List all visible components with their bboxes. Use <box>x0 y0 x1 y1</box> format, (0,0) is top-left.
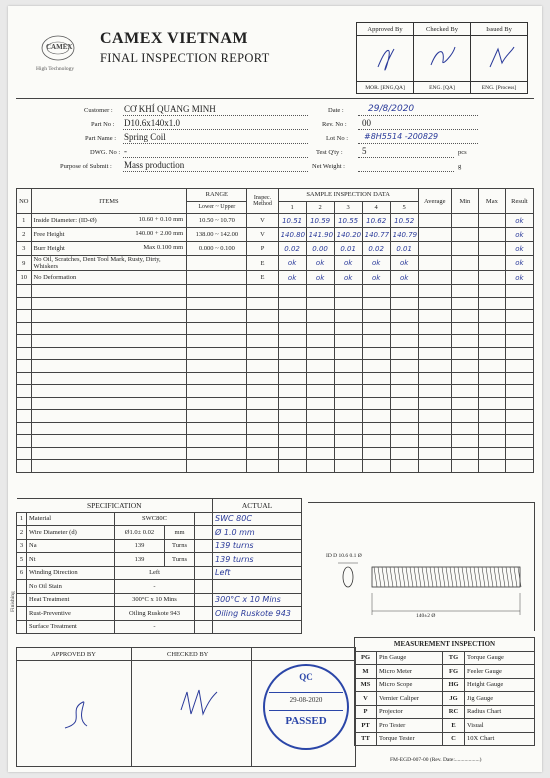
spec-actual: 139 turns <box>213 553 302 567</box>
spec-no <box>17 620 27 634</box>
empty-row <box>17 435 534 448</box>
spec-no: 6 <box>17 566 27 580</box>
empty-row <box>17 335 534 348</box>
signoff-checked-signature <box>173 680 223 730</box>
spec-actual: 139 turns <box>213 539 302 553</box>
measurement-row <box>355 678 535 692</box>
measurement-tool: Visual <box>465 719 535 733</box>
measurement-tool: Vernier Caliper <box>377 692 443 706</box>
row-item: Burr Height Max 0.100 mm <box>31 242 187 256</box>
id-dimension-label: ID D 10.6 0.1 Ø <box>326 553 362 559</box>
row-method: V <box>247 228 278 242</box>
spec-no: 3 <box>17 539 27 553</box>
stamp-qc: QC <box>299 672 313 682</box>
length-dimension-label: 140±2 Ø <box>416 613 436 619</box>
spec-unit: mm <box>165 526 195 540</box>
col-max: Max <box>478 189 505 214</box>
spec-row <box>17 553 302 567</box>
purpose-label: Purpose of Submit : <box>60 163 112 170</box>
spec-label: Surface Treatment <box>27 620 115 634</box>
signoff-approved-label: APPROVED BY <box>51 651 96 658</box>
spec-blank <box>195 580 213 594</box>
row-method: V <box>247 214 278 228</box>
col-sample-2: 2 <box>306 201 334 214</box>
measurement-tool: 10X Chart <box>465 732 535 746</box>
approved-signature <box>358 37 412 75</box>
measurement-code: FG <box>443 665 465 679</box>
row-result: ok <box>505 228 533 242</box>
col-method: Inspec. Method <box>247 189 278 214</box>
row-sample-value: 10.55 <box>334 214 362 228</box>
spec-value: Left <box>115 566 195 580</box>
row-no: 1 <box>17 214 32 228</box>
spec-blank <box>195 566 213 580</box>
weight-unit: g <box>458 163 462 170</box>
customer-value: CƠ KHÍ QUANG MINH <box>124 104 216 114</box>
row-average <box>418 256 451 271</box>
part-no-label: Part No : <box>91 121 115 128</box>
row-sample-value: 140.77 <box>362 228 390 242</box>
row-sample-value: 0.00 <box>306 242 334 256</box>
signoff-approved-signature <box>57 688 97 738</box>
passed-stamp <box>263 664 349 750</box>
spec-blank <box>195 620 213 634</box>
row-max <box>478 214 505 228</box>
spec-no <box>17 593 27 607</box>
row-sample-value: ok <box>278 271 306 285</box>
spec-blank <box>195 539 213 553</box>
spec-label: Material <box>27 512 115 526</box>
row-sample-value: 0.01 <box>334 242 362 256</box>
measurement-row <box>355 732 535 746</box>
row-range <box>187 271 247 285</box>
row-no: 10 <box>17 271 32 285</box>
row-sample-value: ok <box>390 256 418 271</box>
measurement-code: RC <box>443 705 465 719</box>
row-sample-value: 140.79 <box>390 228 418 242</box>
measurement-code: PG <box>355 651 377 665</box>
row-min <box>451 228 478 242</box>
row-result: ok <box>505 242 533 256</box>
approved-by-label: Approved By <box>357 23 414 36</box>
row-sample-value: 0.02 <box>362 242 390 256</box>
checked-signature-cell <box>414 36 471 82</box>
inspection-row <box>17 271 534 285</box>
spec-no: 1 <box>17 512 27 526</box>
spec-value: - <box>115 580 195 594</box>
row-item: Free Height 140.00 + 2.00 mm <box>31 228 187 242</box>
measurement-tool: Micro Meter <box>377 665 443 679</box>
measurement-tool: Height Gauge <box>465 678 535 692</box>
spec-value: 300°C x 10 Mins <box>115 593 195 607</box>
signoff-checked-label: CHECKED BY <box>167 651 209 658</box>
row-max <box>478 228 505 242</box>
spec-actual: SWC 80C <box>213 512 302 526</box>
spec-unit: Turns <box>165 553 195 567</box>
signoff-box <box>16 647 356 767</box>
row-average <box>418 271 451 285</box>
row-sample-value: 10.59 <box>306 214 334 228</box>
empty-row <box>17 410 534 423</box>
col-range: RANGE <box>187 189 247 202</box>
issued-by-label: Issued By <box>471 23 528 36</box>
qty-value: 5 <box>362 146 367 156</box>
customer-label: Customer : <box>84 107 113 114</box>
measurement-code: PT <box>355 719 377 733</box>
part-name-label: Part Name : <box>85 135 117 142</box>
measurement-row <box>355 665 535 679</box>
col-lower-upper: Lower ~ Upper <box>187 201 247 214</box>
empty-row <box>17 385 534 398</box>
measurement-code: HG <box>443 678 465 692</box>
rev-value: 00 <box>362 118 371 128</box>
row-sample-value: ok <box>334 256 362 271</box>
spec-row <box>17 512 302 526</box>
spec-value: - <box>115 620 195 634</box>
approval-box <box>356 22 528 94</box>
checked-signature <box>415 37 469 75</box>
inspection-row <box>17 214 534 228</box>
measurement-code: M <box>355 665 377 679</box>
row-range <box>187 256 247 271</box>
measurement-code: C <box>443 732 465 746</box>
col-sample-3: 3 <box>334 201 362 214</box>
spec-row <box>17 593 302 607</box>
dwg-label: DWG. No : <box>90 149 121 156</box>
spec-actual <box>213 580 302 594</box>
spec-actual: Left <box>213 566 302 580</box>
col-sample: SAMPLE INSPECTION DATA <box>278 189 418 202</box>
row-average <box>418 228 451 242</box>
finishing-label: Finishing <box>10 591 16 612</box>
col-no: NO <box>17 189 32 214</box>
stamp-date: 29-08-2020 <box>289 696 323 704</box>
spec-no: 5 <box>17 553 27 567</box>
spec-row <box>17 580 302 594</box>
inspection-report-sheet <box>8 6 542 772</box>
row-sample-value: 10.52 <box>390 214 418 228</box>
lot-label: Lot No : <box>326 135 349 142</box>
measurement-tool: Micro Scope <box>377 678 443 692</box>
measurement-table <box>354 637 535 746</box>
inspection-table <box>16 188 534 473</box>
empty-row <box>17 397 534 410</box>
row-item: No Deformation <box>31 271 187 285</box>
inspection-row <box>17 256 534 271</box>
specification-table <box>16 498 302 634</box>
measurement-tool: Pro Tester <box>377 719 443 733</box>
spec-actual: Oiling Ruskote 943 <box>213 607 302 621</box>
spec-value: 139 <box>115 539 165 553</box>
row-sample-value: ok <box>362 256 390 271</box>
row-result: ok <box>505 214 533 228</box>
spec-unit: Turns <box>165 539 195 553</box>
col-result: Result <box>505 189 533 214</box>
issued-role: ENG. [Process] <box>471 82 528 94</box>
row-average <box>418 214 451 228</box>
row-min <box>451 242 478 256</box>
spec-blank <box>195 593 213 607</box>
row-no: 3 <box>17 242 32 256</box>
row-min <box>451 271 478 285</box>
spec-title: SPECIFICATION <box>17 499 213 513</box>
row-average <box>418 242 451 256</box>
company-name: CAMEX VIETNAM <box>100 30 248 47</box>
row-range: 10.50 ~ 10.70 <box>187 214 247 228</box>
col-average: Average <box>418 189 451 214</box>
approved-role: MOR. [ENG,QA] <box>357 82 414 94</box>
measurement-code: V <box>355 692 377 706</box>
inspection-row <box>17 228 534 242</box>
row-sample-value: 141.90 <box>306 228 334 242</box>
row-item: Inside Diameter: (ID-Ø) 10.60 + 0.10 mm <box>31 214 187 228</box>
spec-value: 139 <box>115 553 165 567</box>
spec-label: Rust-Preventive <box>27 607 115 621</box>
empty-row <box>17 447 534 460</box>
empty-row <box>17 322 534 335</box>
row-range: 0.000 ~ 0.100 <box>187 242 247 256</box>
spec-label: No Oil Stain <box>27 580 115 594</box>
row-max <box>478 242 505 256</box>
empty-row <box>17 297 534 310</box>
empty-row <box>17 422 534 435</box>
row-sample-value: ok <box>334 271 362 285</box>
spec-actual: 300°C x 10 Mins <box>213 593 302 607</box>
col-sample-1: 1 <box>278 201 306 214</box>
approved-signature-cell <box>357 36 414 82</box>
row-sample-value: 140.20 <box>334 228 362 242</box>
empty-row <box>17 372 534 385</box>
weight-label: Net Weight : <box>312 163 345 170</box>
spec-row <box>17 607 302 621</box>
row-sample-value: ok <box>306 271 334 285</box>
spec-no <box>17 580 27 594</box>
header-rule <box>16 98 534 99</box>
col-sample-5: 5 <box>390 201 418 214</box>
spec-blank <box>195 553 213 567</box>
spec-no: 2 <box>17 526 27 540</box>
empty-row <box>17 310 534 323</box>
spec-value: SWC80C <box>115 512 195 526</box>
logo-text: CAMEX <box>46 43 73 51</box>
spec-value: Oiling Ruskote 943 <box>115 607 195 621</box>
measurement-code: P <box>355 705 377 719</box>
row-no: 9 <box>17 256 32 271</box>
spec-value: Ø1.0± 0.02 <box>115 526 165 540</box>
issued-signature <box>472 37 526 75</box>
row-min <box>451 214 478 228</box>
empty-row <box>17 285 534 298</box>
col-min: Min <box>451 189 478 214</box>
row-result: ok <box>505 271 533 285</box>
row-no: 2 <box>17 228 32 242</box>
row-max <box>478 256 505 271</box>
measurement-row <box>355 705 535 719</box>
date-label: Date : <box>328 107 344 114</box>
spec-label: Heat Treatment <box>27 593 115 607</box>
part-no-value: D10.6x140x1.0 <box>124 118 180 128</box>
row-sample-value: ok <box>362 271 390 285</box>
stamp-passed: PASSED <box>285 715 327 727</box>
row-sample-value: 140.80 <box>278 228 306 242</box>
spring-drawing <box>308 502 535 631</box>
empty-row <box>17 347 534 360</box>
measurement-code: MS <box>355 678 377 692</box>
lot-value: #8H5514 -200829 <box>364 132 439 141</box>
measurement-code: TG <box>443 651 465 665</box>
row-result: ok <box>505 256 533 271</box>
row-sample-value: 0.02 <box>278 242 306 256</box>
row-method: E <box>247 256 278 271</box>
measurement-tool: Torque Gauge <box>465 651 535 665</box>
checked-by-label: Checked By <box>414 23 471 36</box>
checked-role: ENG. [QA] <box>414 82 471 94</box>
spec-no <box>17 607 27 621</box>
spec-blank <box>195 607 213 621</box>
row-sample-value: ok <box>390 271 418 285</box>
report-title: FINAL INSPECTION REPORT <box>100 51 270 65</box>
spec-row <box>17 620 302 634</box>
spec-actual <box>213 620 302 634</box>
measurement-tool: Feeler Gauge <box>465 665 535 679</box>
row-max <box>478 271 505 285</box>
purpose-value: Mass production <box>124 160 185 170</box>
row-sample-value: ok <box>278 256 306 271</box>
qty-unit: pcs <box>458 149 467 156</box>
measurement-title: MEASUREMENT INSPECTION <box>355 638 535 652</box>
dwg-value: - <box>124 146 127 156</box>
col-sample-4: 4 <box>362 201 390 214</box>
spec-blank <box>195 526 213 540</box>
spec-actual: Ø 1.0 mm <box>213 526 302 540</box>
row-sample-value: 10.51 <box>278 214 306 228</box>
form-number: FM-EGD-007-00 (Rev. Date:..................) <box>390 757 482 763</box>
measurement-tool: Radius Chart <box>465 705 535 719</box>
empty-row <box>17 360 534 373</box>
measurement-row <box>355 692 535 706</box>
measurement-tool: Torque Tester <box>377 732 443 746</box>
logo-subtitle: High Technology <box>36 66 75 72</box>
company-logo <box>40 34 76 64</box>
row-range: 138.00 ~ 142.00 <box>187 228 247 242</box>
measurement-row <box>355 719 535 733</box>
measurement-code: E <box>443 719 465 733</box>
actual-title: ACTUAL <box>213 499 302 513</box>
measurement-tool: Projector <box>377 705 443 719</box>
spec-label: Nt <box>27 553 115 567</box>
spec-row <box>17 526 302 540</box>
row-sample-value: 0.01 <box>390 242 418 256</box>
spec-blank <box>195 512 213 526</box>
measurement-row <box>355 651 535 665</box>
measurement-tool: Pin Gauge <box>377 651 443 665</box>
part-name-value: Spring Coil <box>124 132 166 142</box>
issued-signature-cell <box>471 36 528 82</box>
spec-row <box>17 566 302 580</box>
rev-label: Rev. No : <box>322 121 347 128</box>
spec-row <box>17 539 302 553</box>
empty-row <box>17 460 534 473</box>
row-method: P <box>247 242 278 256</box>
inspection-row <box>17 242 534 256</box>
row-item: No Oil, Scratches, Dent Tool Mark, Rusty, Dirty, Whiskers <box>31 256 187 271</box>
date-value: 29/8/2020 <box>368 104 415 114</box>
col-items: ITEMS <box>31 189 187 214</box>
spec-label: Wire Diameter (d) <box>27 526 115 540</box>
spec-label: Na <box>27 539 115 553</box>
measurement-code: JG <box>443 692 465 706</box>
row-sample-value: 10.62 <box>362 214 390 228</box>
measurement-code: TT <box>355 732 377 746</box>
spec-label: Winding Direction <box>27 566 115 580</box>
row-min <box>451 256 478 271</box>
row-sample-value: ok <box>306 256 334 271</box>
row-method: E <box>247 271 278 285</box>
measurement-tool: Jig Gauge <box>465 692 535 706</box>
qty-label: Test Q'ty : <box>316 149 343 156</box>
